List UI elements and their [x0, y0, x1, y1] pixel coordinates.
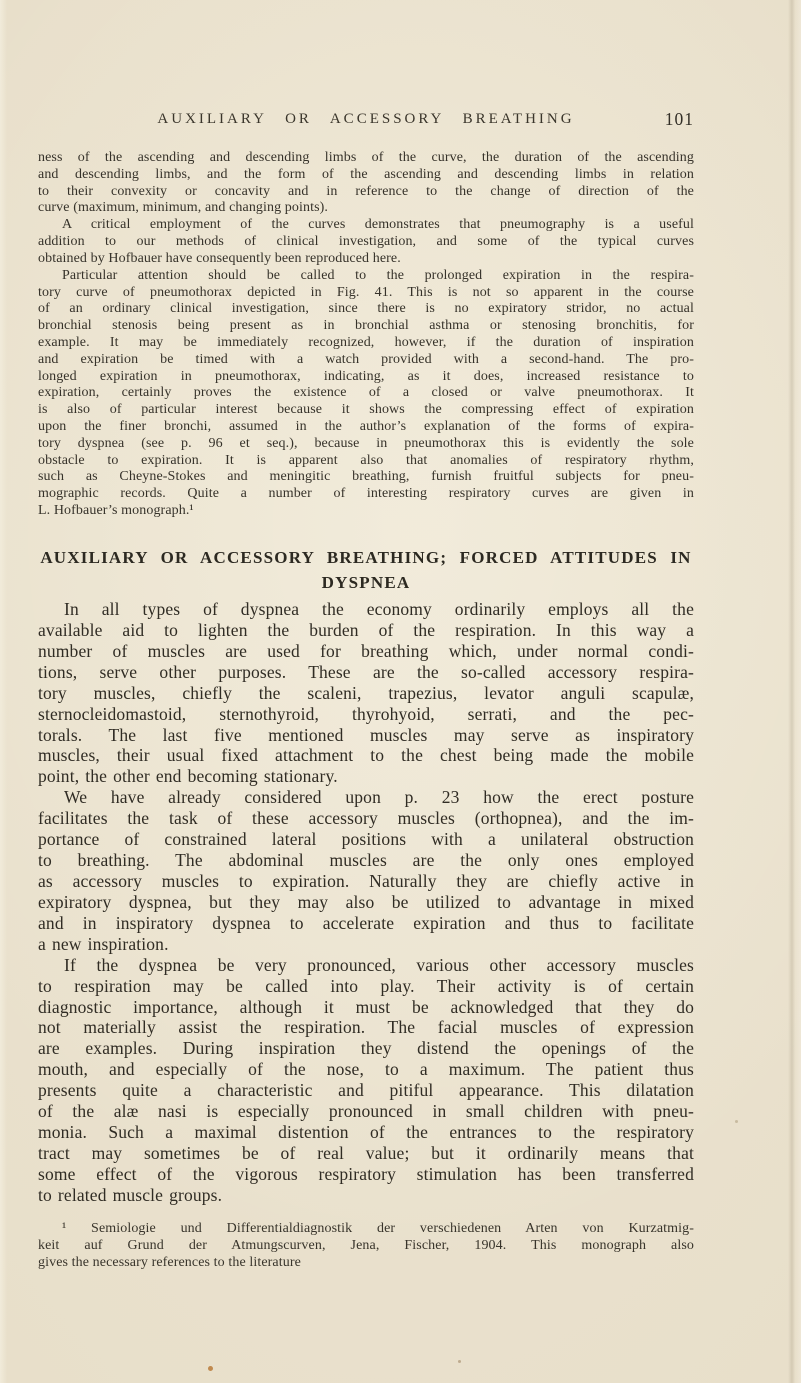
paper-speck [458, 1360, 461, 1363]
text-line: muscles, their usual fixed attachment to the chest being made the mobile [38, 745, 694, 766]
section-heading [38, 545, 694, 595]
section-heading-line1: AUXILIARY OR ACCESSORY BREATHING; FORCED ATTITUDES IN [40, 548, 692, 567]
page-right-edge [788, 0, 801, 1383]
text-line: tract may sometimes be of real value; but it ordinarily means that [38, 1142, 694, 1163]
text-line: some effect of the vigorous respiratory stimulation has been transferred [38, 1163, 694, 1184]
text-line: monia. Such a maximal distention of the entrances to the respiratory [38, 1122, 694, 1143]
text-line: not materially assist the respiration. The facial muscles of expression [38, 1017, 694, 1038]
text-line: tory muscles, chiefly the scaleni, trapezius, levator anguli scapulæ, [38, 682, 694, 703]
text-line: as accessory muscles to expiration. Naturally they are chiefly active in [38, 870, 694, 891]
running-header-title: AUXILIARY OR ACCESSORY BREATHING [157, 110, 575, 127]
page-left-edge [0, 0, 7, 1383]
section-heading-line2: DYSPNEA [321, 573, 411, 592]
text-line: number of muscles are used for breathing which, under normal condi- [38, 640, 694, 661]
text-line: and descending limbs, and the form of the ascending and descending limbs in relation [38, 166, 694, 182]
text-line: diagnostic importance, although it must be acknowledged that they do [38, 996, 694, 1017]
text-line: bronchial stenosis being present as in bronchial asthma or stenosing bronchitis, for [38, 318, 694, 334]
text-line: tory dyspnea (see p. 96 et seq.), because in pneumothorax this is evidently the sole [38, 435, 694, 451]
text-line: portance of constrained lateral positions with a unilateral obstruction [38, 829, 694, 850]
running-header [38, 106, 694, 132]
text-line: A critical employment of the curves demonstrates that pneumography is a useful [62, 217, 694, 233]
text-line: are examples. During inspiration they distend the openings of the [38, 1038, 694, 1059]
paper-speck [735, 1120, 738, 1123]
text-line: expiration, certainly proves the existence of a closed or valve pneumothorax. It [38, 385, 694, 401]
page-number: 101 [664, 108, 694, 129]
text-line: and expiration be timed with a watch provided with a second-hand. The pro- [38, 351, 694, 367]
text-line: a new inspiration. [38, 933, 169, 954]
intro-small-print [38, 150, 694, 520]
text-line: and in inspiratory dyspnea to accelerate expiration and thus to facilitate [38, 912, 694, 933]
text-line: ness of the ascending and descending limbs of the curve, the duration of the ascending [38, 150, 694, 165]
text-line: curve (maximum, minimum, and changing points). [38, 200, 328, 216]
text-line: such as Cheyne-Stokes and meningitic breathing, furnish fruitful subjects for pneu- [38, 469, 694, 485]
text-line: example. It may be immediately recognized, however, if the duration of inspiration [38, 334, 694, 350]
text-line: longed expiration in pneumothorax, indicating, as it does, increased resistance to [38, 368, 694, 384]
text-line: sternocleidomastoid, sternothyroid, thyrohyoid, serrati, and the pec- [38, 703, 694, 724]
text-line: to related muscle groups. [38, 1184, 223, 1205]
text-line: gives the necessary references to the literature [38, 1255, 301, 1270]
text-line: We have already considered upon p. 23 how the erect posture [64, 787, 694, 808]
text-line: presents quite a characteristic and pitiful appearance. This dilatation [38, 1080, 694, 1101]
text-line: addition to our methods of clinical investigation, and some of the typical curves [38, 234, 694, 250]
text-line: of an ordinary clinical investigation, since there is no expiratory stridor, no actual [38, 301, 694, 317]
text-line: If the dyspnea be very pronounced, various other accessory muscles [64, 954, 694, 975]
text-line: Particular attention should be called to the prolonged expiration in the respira- [62, 267, 694, 283]
text-line: mouth, and especially of the nose, to a maximum. The patient thus [38, 1059, 694, 1080]
text-line: expiratory dyspnea, but they may also be utilized to advantage in mixed [38, 891, 694, 912]
text-line: point, the other end becoming stationary. [38, 766, 338, 787]
footnote [38, 1220, 694, 1271]
text-line: obtained by Hofbauer have consequently been reproduced here. [38, 250, 401, 266]
text-line: is also of particular interest because it shows the compressing effect of expiration [38, 402, 694, 418]
text-line: upon the finer bronchi, assumed in the author’s explanation of the forms of expira- [38, 419, 694, 434]
text-line: mographic records. Quite a number of interesting respiratory curves are given in [38, 486, 694, 502]
text-line: torals. The last five mentioned muscles may serve as inspiratory [38, 724, 694, 745]
paper-speck [208, 1366, 213, 1371]
text-line: to their convexity or concavity and in reference to the change of direction of the [38, 183, 694, 199]
text-line: to respiration may be called into play. Their activity is of certain [38, 975, 694, 996]
text-line: facilitates the task of these accessory muscles (orthopnea), and the im- [38, 808, 694, 829]
text-line: In all types of dyspnea the economy ordinarily employs all the [64, 599, 694, 619]
text-line: tions, serve other purposes. These are the so-called accessory respira- [38, 661, 694, 682]
text-line: tory curve of pneumothorax depicted in Fig. 41. This is not so apparent in the course [38, 284, 694, 300]
text-line: ¹ Semiologie und Differentialdiagnostik der verschiedenen Arten von Kurzatmig- [62, 1221, 694, 1236]
section-body [38, 599, 694, 1206]
text-line: obstacle to expiration. It is apparent also that anomalies of respiratory rhythm, [38, 452, 694, 468]
text-line: available aid to lighten the burden of the respiration. In this way a [38, 619, 694, 640]
text-line: keit auf Grund der Atmungscurven, Jena, Fischer, 1904. This monograph also [38, 1238, 694, 1253]
text-line: L. Hofbauer’s monograph.¹ [38, 503, 194, 519]
text-line: of the alæ nasi is especially pronounced in small children with pneu- [38, 1101, 694, 1122]
text-line: to breathing. The abdominal muscles are the only ones employed [38, 850, 694, 871]
